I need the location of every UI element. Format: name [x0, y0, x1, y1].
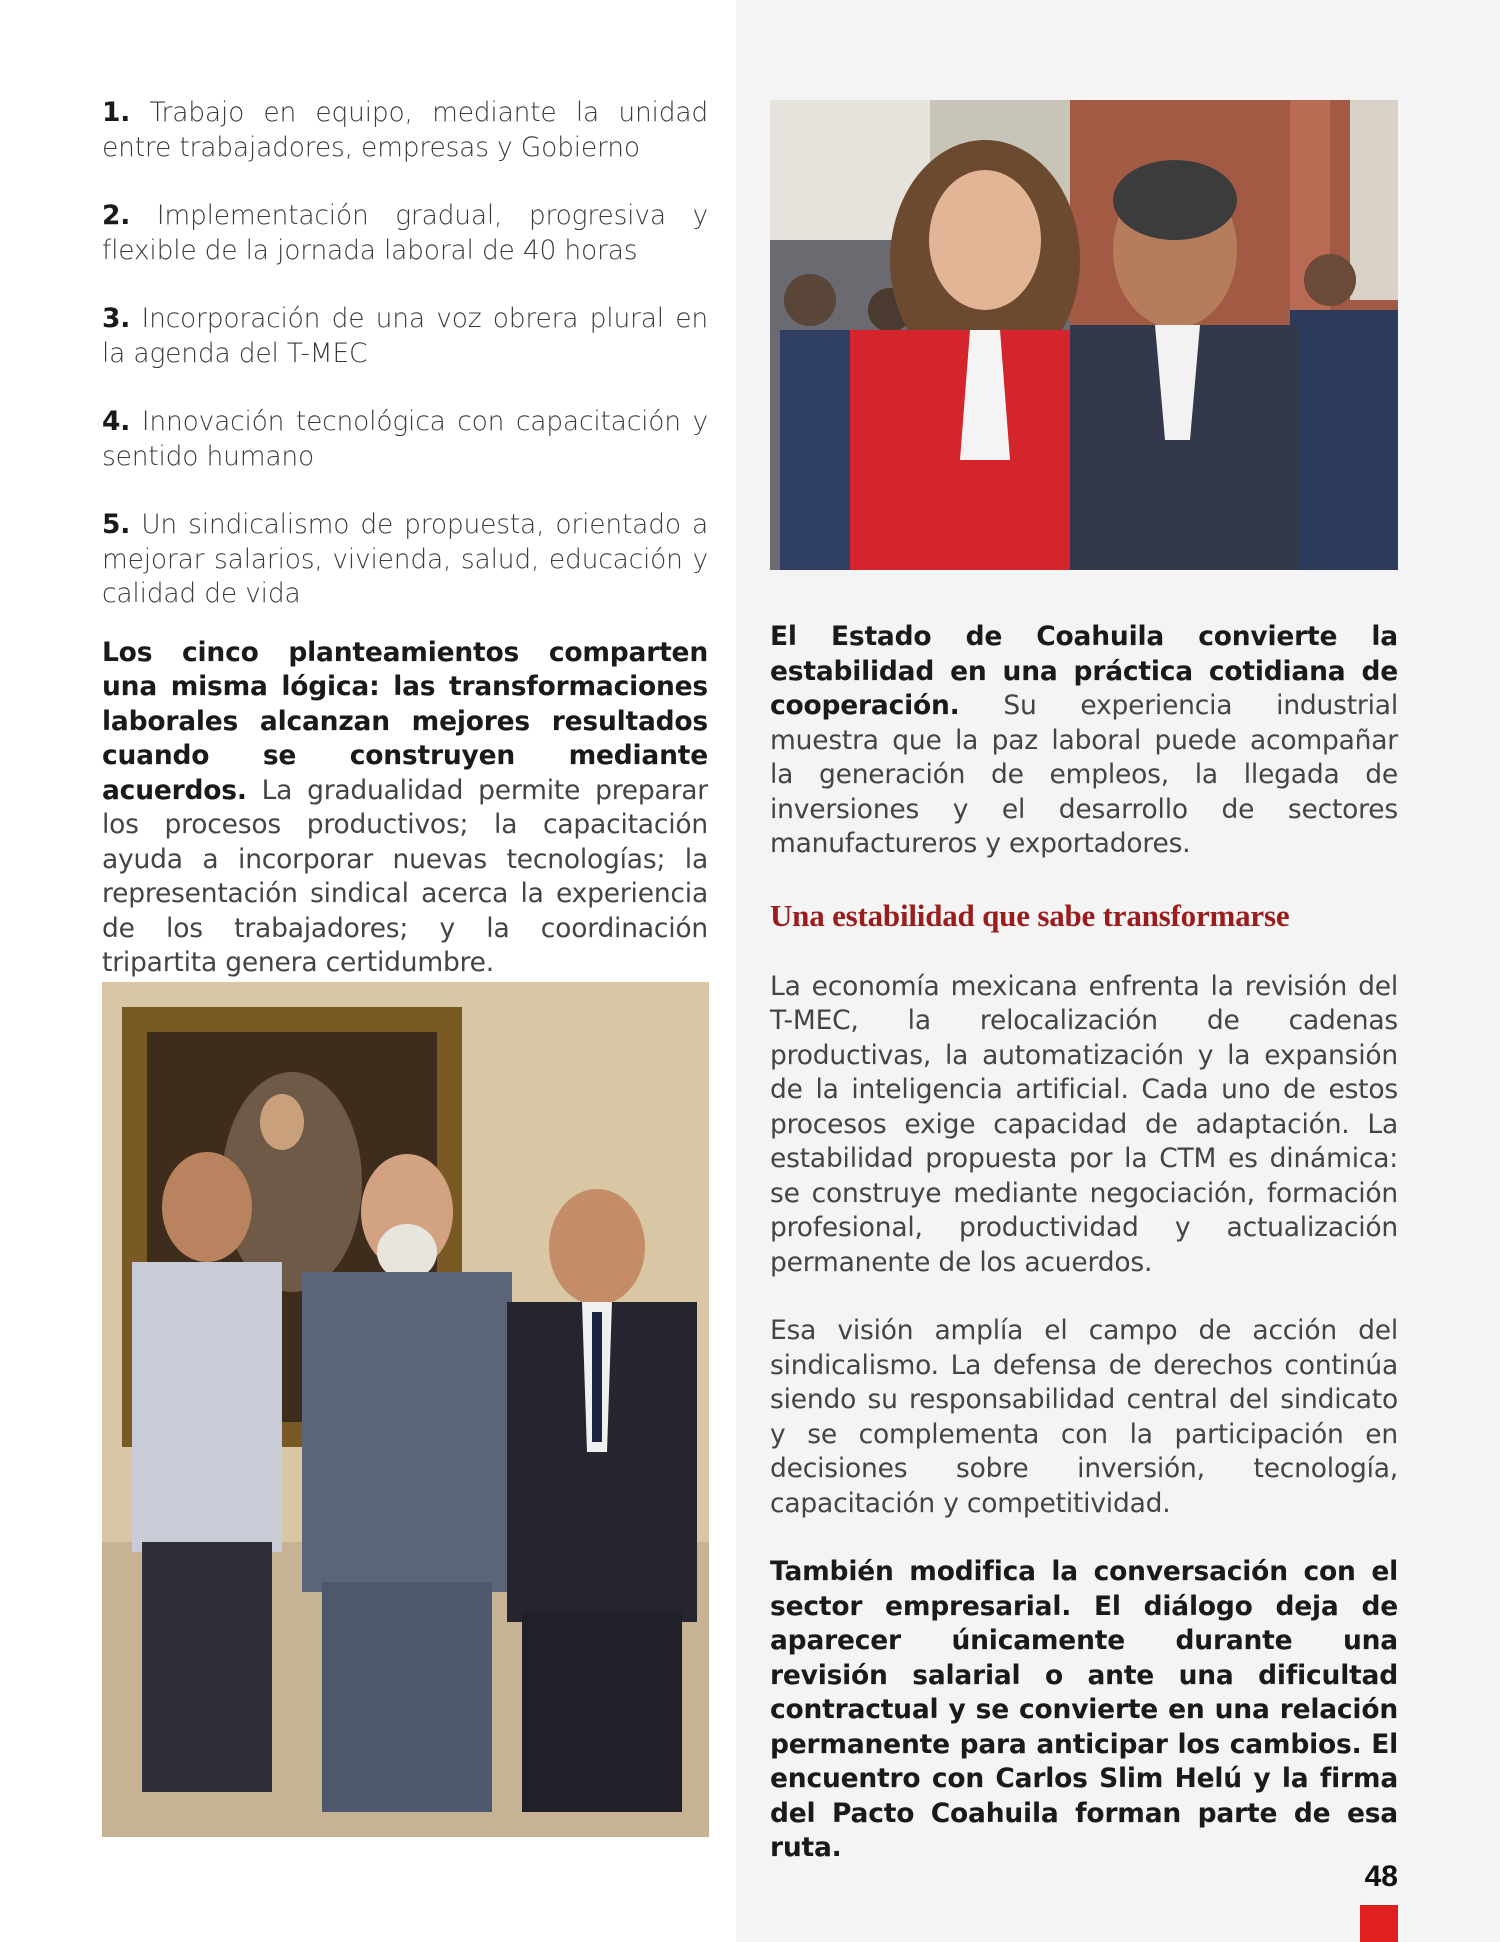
right-paragraph-3: Esa visión amplía el campo de acción del sindicalismo. La defensa de derechos continúa siendo su responsabilidad central del sindicato y se complementa con la participación en decisiones sobre inversión, tecnología, capacitación y competitividad.	[770, 1315, 1398, 1519]
left-paragraph: Los cinco planteamientos comparten una misma lógica: las transformaciones laborales alcanzan mejores resultados cuando se construyen mediante acuerdos. La gradualidad permite preparar los procesos productivos; la capacitación ayuda a incorporar nuevas tecnologías; la representación sindical acerca la experiencia de los trabajadores; y la coordinación tripartita genera certidumbre.	[102, 636, 708, 978]
list-item-4: 4. Innovación tecnológica con capacitación y sentido humano	[102, 406, 708, 472]
photo-three-men	[102, 982, 709, 1837]
list-item-2: 2. Implementación gradual, progresiva y flexible de la jornada laboral de 40 horas	[102, 200, 708, 266]
page-number: 48	[1364, 1860, 1398, 1893]
list-item-3: 3. Incorporación de una voz obrera plural en la agenda del T-MEC	[102, 303, 708, 369]
right-paragraph-1: El Estado de Coahuila convierte la estabilidad en una práctica cotidiana de cooperación. Su experiencia industrial muestra que la paz laboral puede acompañar la generación de empleos, la llegada de inversiones y el desarrollo de sectores manufactureros y exportadores.	[770, 621, 1398, 859]
left-column	[102, 96, 708, 981]
right-column	[770, 620, 1398, 1866]
list-item-1: 1. Trabajo en equipo, mediante la unidad entre trabajadores, empresas y Gobierno	[102, 97, 708, 163]
right-paragraph-2: La economía mexicana enfrenta la revisión del T-MEC, la relocalización de cadenas productivas, la automatización y la expansión de la inteligencia artificial. Cada uno de estos procesos exige capacidad de adaptación. La estabilidad propuesta por la CTM es dinámica: se construye mediante negociación, formación profesional, productividad y actualización permanente de los acuerdos.	[770, 970, 1398, 1278]
section-title: Una estabilidad que sabe transformarse	[770, 897, 1290, 933]
page-accent-square	[1360, 1905, 1398, 1942]
photo-couple	[770, 100, 1398, 570]
right-paragraph-4: También modifica la conversación con el sector empresarial. El diálogo deja de aparecer únicamente durante una revisión salarial o ante una dificultad contractual y se convierte en una relación permanente para anticipar los cambios. El encuentro con Carlos Slim Helú y la firma del Pacto Coahuila forman parte de esa ruta.	[770, 1556, 1398, 1863]
list-item-5: 5. Un sindicalismo de propuesta, orientado a mejorar salarios, vivienda, salud, educación y calidad de vida	[102, 509, 708, 609]
